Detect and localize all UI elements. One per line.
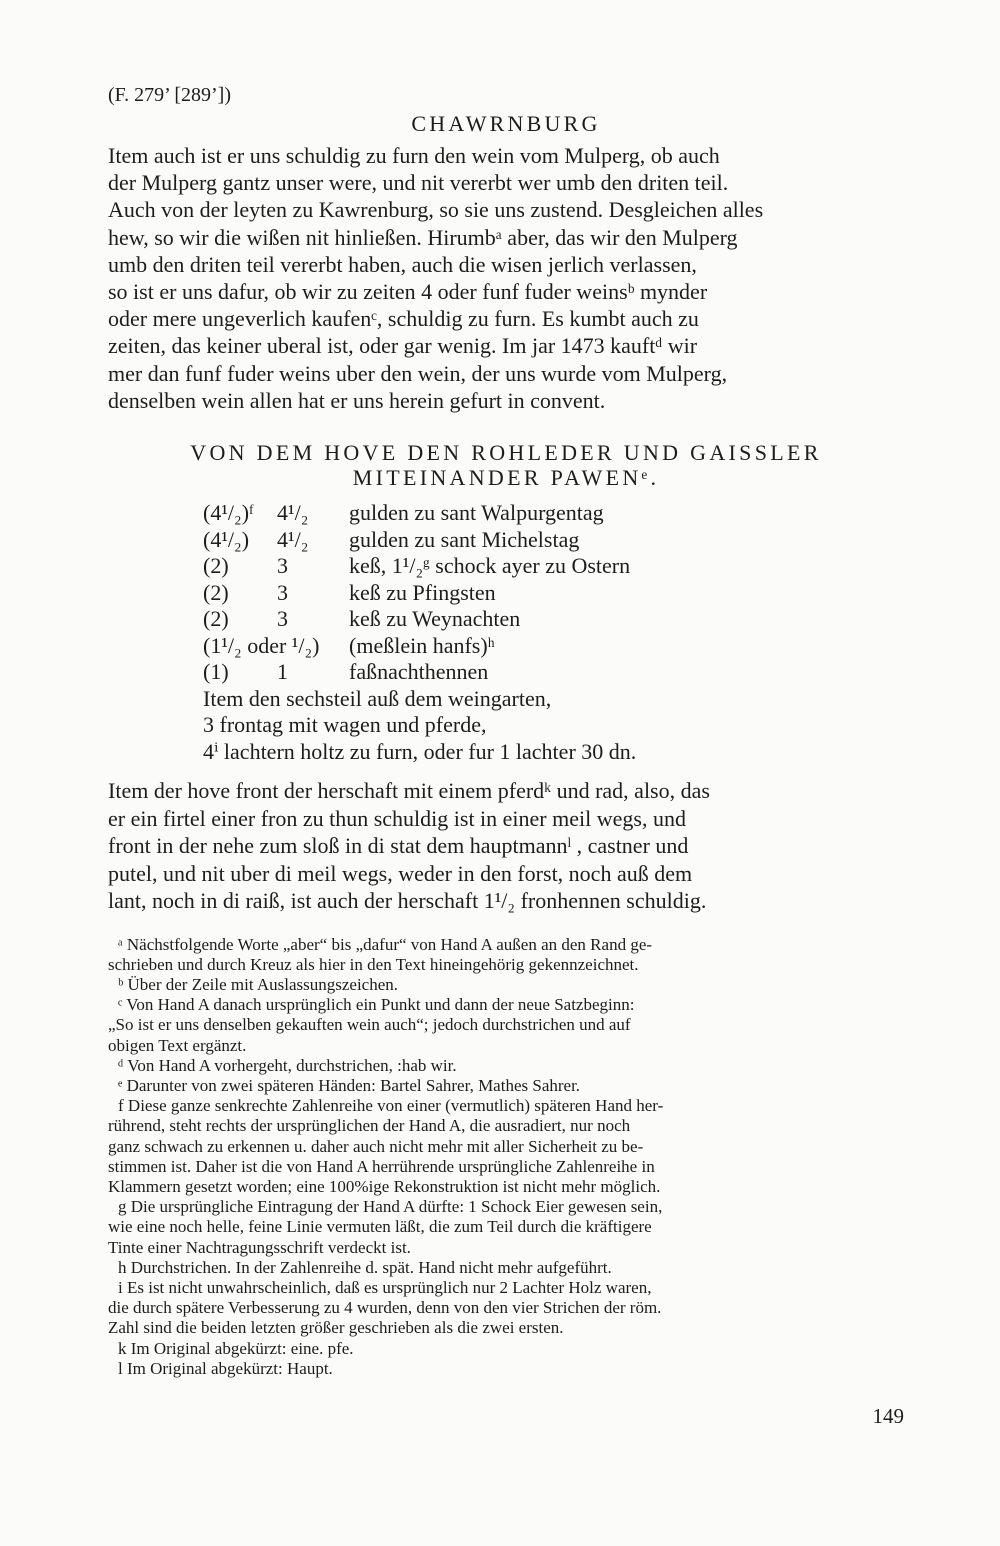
- text-line: er ein firtel einer fron zu thun schuldig ist in einer meil wegs, und: [108, 805, 686, 831]
- charges-list: [203, 500, 904, 686]
- charge-item: gulden zu sant Walpurgentag: [349, 500, 604, 526]
- footnote-line: die durch spätere Verbesserung zu 4 wurden, denn von den vier Strichen der röm.: [108, 1298, 662, 1318]
- original-number: (1): [203, 659, 229, 685]
- text-line: zeiten, das keiner uberal ist, oder gar wenig. Im jar 1473 kauftᵈ wir: [108, 333, 698, 359]
- text-line: Item auch ist er uns schuldig zu furn den wein vom Mulperg, ob auch: [108, 143, 720, 168]
- original-number: (1¹/₂ oder ¹/₂): [203, 632, 320, 658]
- footnote-line: ᶜ Von Hand A danach ursprünglich ein Punkt und dann der neue Satzbeginn:: [118, 995, 635, 1015]
- page-number: 149: [872, 1404, 904, 1428]
- footnote-d: [108, 1056, 904, 1076]
- later-number: 3: [277, 579, 288, 605]
- charge-row: [203, 527, 904, 554]
- original-number: (4¹/₂)ᶠ: [203, 500, 254, 526]
- later-number: 1: [277, 659, 288, 685]
- obligation-line: 4ⁱ lachtern holtz zu furn, oder fur 1 lachter 30 dn.: [203, 738, 637, 764]
- footnote-c: [108, 995, 904, 1056]
- charge-row: [203, 659, 904, 686]
- text-line: front in der nehe zum sloß in di stat dem hauptmannˡ , castner und: [108, 833, 689, 859]
- heading-line: MITEINANDER PAWENᵉ.: [352, 465, 660, 491]
- footnote-line: Zahl sind die beiden letzten größer geschrieben als die zwei ersten.: [108, 1318, 564, 1338]
- footnote-line: f Diese ganze senkrechte Zahlenreihe von einer (vermutlich) späteren Hand her-: [118, 1096, 664, 1116]
- footnote-l: [108, 1359, 904, 1379]
- footnote-line: i Es ist nicht unwahrscheinlich, daß es ursprünglich nur 2 Lachter Holz waren,: [118, 1277, 652, 1297]
- heading-line: VON DEM HOVE DEN ROHLEDER UND GAISSLER: [190, 440, 822, 466]
- charge-item: (meßlein hanfs)ʰ: [349, 632, 495, 658]
- later-number: 4¹/₂: [277, 526, 309, 552]
- text-line: Auch von der leyten zu Kawrenburg, so sie uns zustend. Desgleichen alles: [108, 197, 764, 223]
- text-line: mer dan funf fuder weins uber den wein, der uns wurde vom Mulperg,: [108, 360, 728, 386]
- text-line: der Mulperg gantz unser were, und nit vererbt wer umb den driten teil.: [108, 170, 729, 196]
- later-number: 4¹/₂: [277, 500, 309, 526]
- footnote-h: [108, 1258, 904, 1278]
- text-line: Item der hove front der herschaft mit einem pferdᵏ und rad, also, das: [108, 778, 710, 804]
- footnotes: [108, 935, 904, 1379]
- text-line: hew, so wir die wißen nit hinließen. Hirumbᵃ aber, das wir den Mulperg: [108, 224, 738, 250]
- charge-item: gulden zu sant Michelstag: [349, 526, 580, 552]
- charge-item: keß zu Pfingsten: [349, 579, 496, 605]
- charge-row: [203, 580, 904, 607]
- paragraph-1: [108, 142, 904, 414]
- charge-item: keß, 1¹/₂ᵍ schock ayer zu Ostern: [349, 553, 631, 579]
- original-number: (2): [203, 553, 229, 579]
- footnote-line: ᵈ Von Hand A vorhergeht, durchstrichen, :hab wir.: [118, 1055, 457, 1075]
- footnote-line: ᵃ Nächstfolgende Worte „aber“ bis „dafur“ von Hand A außen an den Rand ge-: [118, 934, 653, 954]
- obligation-line: 3 frontag mit wagen und pferde,: [203, 712, 487, 738]
- footnote-line: „So ist er uns denselben gekauften wein auch“; jedoch durchstrichen und auf: [108, 1015, 631, 1035]
- footnote-k: [108, 1339, 904, 1359]
- footnote-line: g Die ursprüngliche Eintragung der Hand A dürfte: 1 Schock Eier gewesen sein,: [118, 1197, 663, 1217]
- text-line: lant, noch in di raiß, ist auch der herschaft 1¹/₂ fronhennen schuldig.: [108, 888, 707, 914]
- footnote-line: l Im Original abgekürzt: Haupt.: [118, 1358, 333, 1378]
- obligation-line: Item den sechsteil auß dem weingarten,: [203, 685, 552, 711]
- section-heading-chawrnburg: CHAWRNBURG: [411, 111, 601, 136]
- document-page: [108, 82, 904, 1379]
- text-line: umb den driten teil vererbt haben, auch die wisen jerlich verlassen,: [108, 251, 697, 277]
- text-line: so ist er uns dafur, ob wir zu zeiten 4 oder funf fuder weinsᵇ mynder: [108, 279, 708, 305]
- footnote-line: ᵇ Über der Zeile mit Auslassungszeichen.: [118, 974, 399, 994]
- footnote-i: [108, 1278, 904, 1339]
- text-line: oder mere ungeverlich kaufenᶜ, schuldig zu furn. Es kumbt auch zu: [108, 306, 699, 332]
- original-number: (2): [203, 579, 229, 605]
- charge-row: [203, 606, 904, 633]
- later-number: 3: [277, 606, 288, 632]
- section-heading-hove: [108, 440, 904, 490]
- original-number: (4¹/₂): [203, 526, 250, 552]
- footnote-line: ganz schwach zu erkennen u. daher auch nicht mehr mit aller Sicherheit zu be-: [108, 1136, 644, 1156]
- footnote-a: [108, 935, 904, 975]
- footnote-line: wie eine noch helle, feine Linie vermuten läßt, die zum Teil durch die kräftigere: [108, 1217, 652, 1237]
- charge-row: [203, 500, 904, 527]
- text-line: putel, und nit uber di meil wegs, weder in den forst, noch auß dem: [108, 860, 693, 886]
- footnote-line: Klammern gesetzt worden; eine 100%ige Rekonstruktion ist nicht mehr möglich.: [108, 1176, 661, 1196]
- footnote-line: Tinte einer Nachtragungsschrift verdeckt ist.: [108, 1237, 411, 1257]
- footnote-line: stimmen ist. Daher ist die von Hand A herrührende ursprüngliche Zahlenreihe in: [108, 1156, 655, 1176]
- footnote-f: [108, 1096, 904, 1197]
- original-number: (2): [203, 606, 229, 632]
- paragraph-2: [108, 777, 904, 915]
- charge-row: [203, 633, 904, 660]
- later-number: 3: [277, 553, 288, 579]
- footnote-line: k Im Original abgekürzt: eine. pfe.: [118, 1338, 354, 1358]
- footnote-e: [108, 1076, 904, 1096]
- footnote-line: h Durchstrichen. In der Zahlenreihe d. spät. Hand nicht mehr aufgeführt.: [118, 1257, 612, 1277]
- folio-reference: (F. 279’ [289’]): [108, 84, 231, 106]
- footnote-line: obigen Text ergänzt.: [108, 1035, 247, 1055]
- charge-item: faßnachthennen: [349, 659, 489, 685]
- footnote-line: schrieben und durch Kreuz als hier in den Text hineingehörig gekennzeichnet.: [108, 954, 639, 974]
- footnote-line: ᵉ Darunter von zwei späteren Händen: Bartel Sahrer, Mathes Sahrer.: [118, 1075, 581, 1095]
- footnote-line: rührend, steht rechts der ursprünglichen der Hand A, die ausradiert, nur noch: [108, 1116, 631, 1136]
- charge-row: [203, 553, 904, 580]
- footnote-g: [108, 1197, 904, 1258]
- text-line: denselben wein allen hat er uns herein gefurt in convent.: [108, 387, 606, 413]
- footnote-b: [108, 975, 904, 995]
- charge-item: keß zu Weynachten: [349, 606, 521, 632]
- obligations-list: [203, 686, 904, 766]
